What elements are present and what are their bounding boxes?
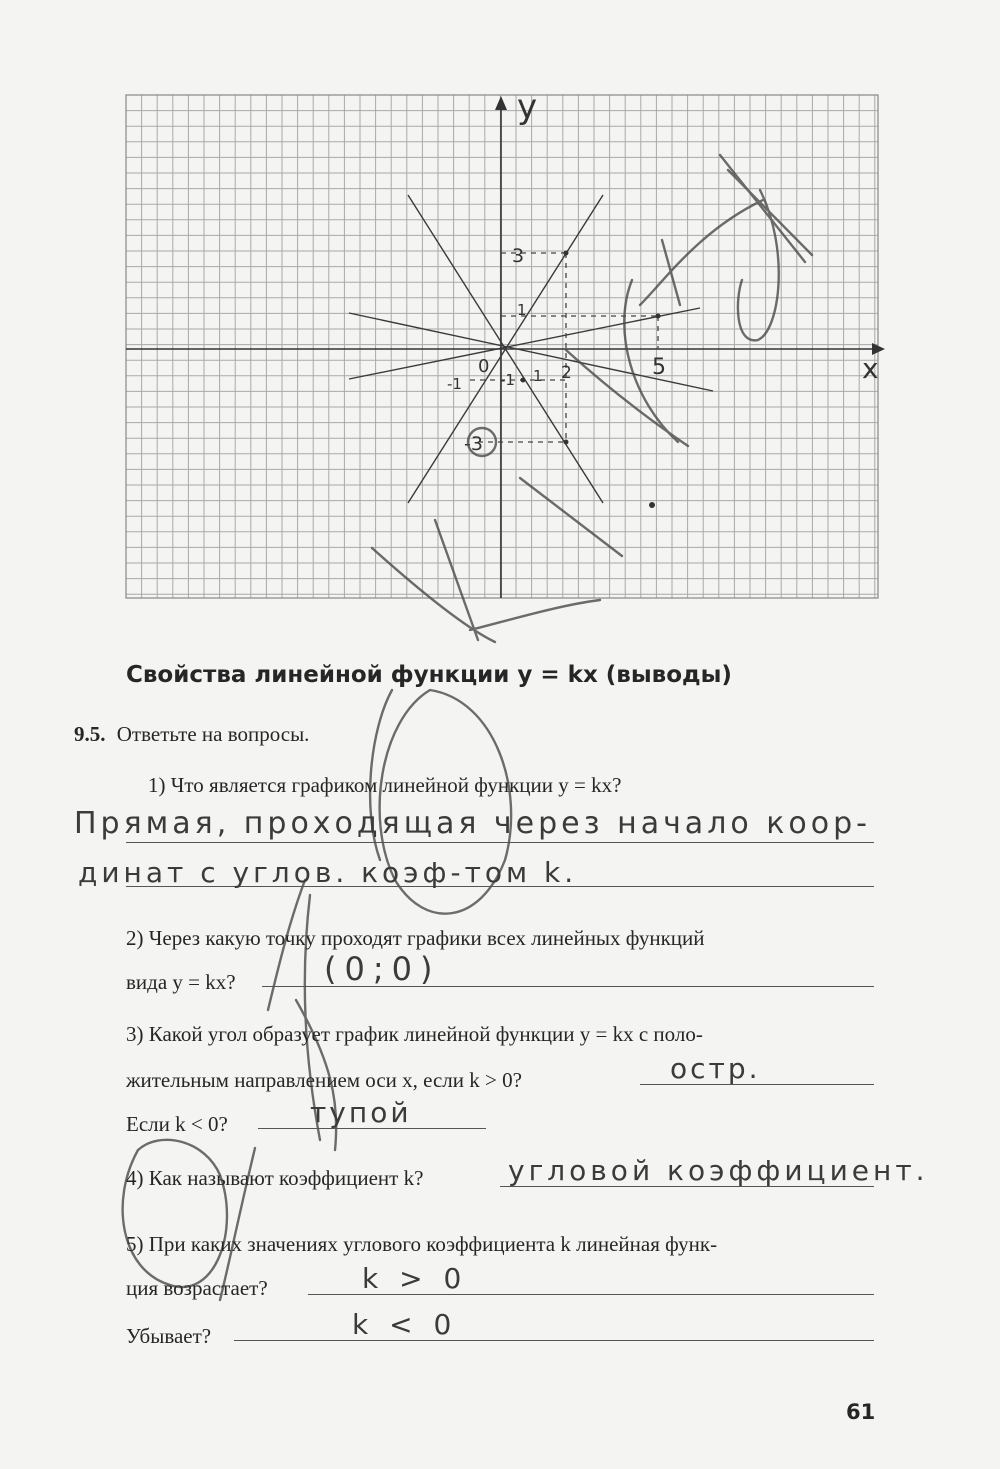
- tick-label: -3: [464, 433, 483, 455]
- answer-3-positive: остр.: [670, 1052, 761, 1085]
- question-5-line-2: ция возрастает?: [126, 1276, 268, 1300]
- answer-3-negative: тупой: [310, 1096, 412, 1129]
- axis-x-label: x: [862, 352, 879, 385]
- question-2-line-2: вида y = kx?: [126, 970, 236, 994]
- tick-label: 2: [561, 363, 572, 383]
- answer-4: угловой коэффициент.: [508, 1154, 929, 1187]
- origin-label: 0: [478, 356, 490, 377]
- question-2-line-1: 2) Через какую точку проходят графики всех линейных функций: [126, 926, 705, 950]
- tick-label: 3: [512, 245, 525, 267]
- answer-2: (0;0): [324, 950, 441, 988]
- page-number: 61: [846, 1400, 876, 1424]
- question-3-line-1: 3) Какой угол образует график линейной функции y = kx с поло-: [126, 1022, 703, 1046]
- question-5-line-1: 5) При каких значениях углового коэффициента k линейная функ-: [126, 1232, 718, 1256]
- question-3-line-3: Если k < 0?: [126, 1112, 228, 1136]
- question-1: 1) Что является графиком линейной функции y = kx?: [148, 773, 622, 797]
- exercise-header: [74, 722, 309, 747]
- question-3-line-2: жительным направлением оси x, если k > 0?: [126, 1068, 522, 1092]
- answer-5-increasing: k > 0: [362, 1262, 468, 1295]
- tick-label: 1: [533, 367, 543, 385]
- axis-y-label: y: [517, 87, 538, 127]
- tick-label: 1: [517, 301, 527, 319]
- tick-label: -1: [447, 375, 462, 393]
- tick-label: -1: [500, 371, 515, 389]
- answer-1-line-1: Прямая, проходящая через начало коор-: [74, 806, 871, 841]
- exercise-number: 9.5.: [74, 722, 106, 746]
- answer-5-decreasing: k < 0: [352, 1308, 458, 1341]
- question-5-line-3: Убывает?: [126, 1324, 212, 1348]
- answer-1-line-2: динат с углов. коэф-том k.: [78, 856, 578, 889]
- tick-label: 5: [652, 355, 666, 380]
- exercise-instruction: Ответьте на вопросы.: [116, 722, 310, 746]
- section-heading: Свойства линейной функции y = kx (выводы): [126, 662, 732, 688]
- question-4: 4) Как называют коэффициент k?: [126, 1166, 424, 1190]
